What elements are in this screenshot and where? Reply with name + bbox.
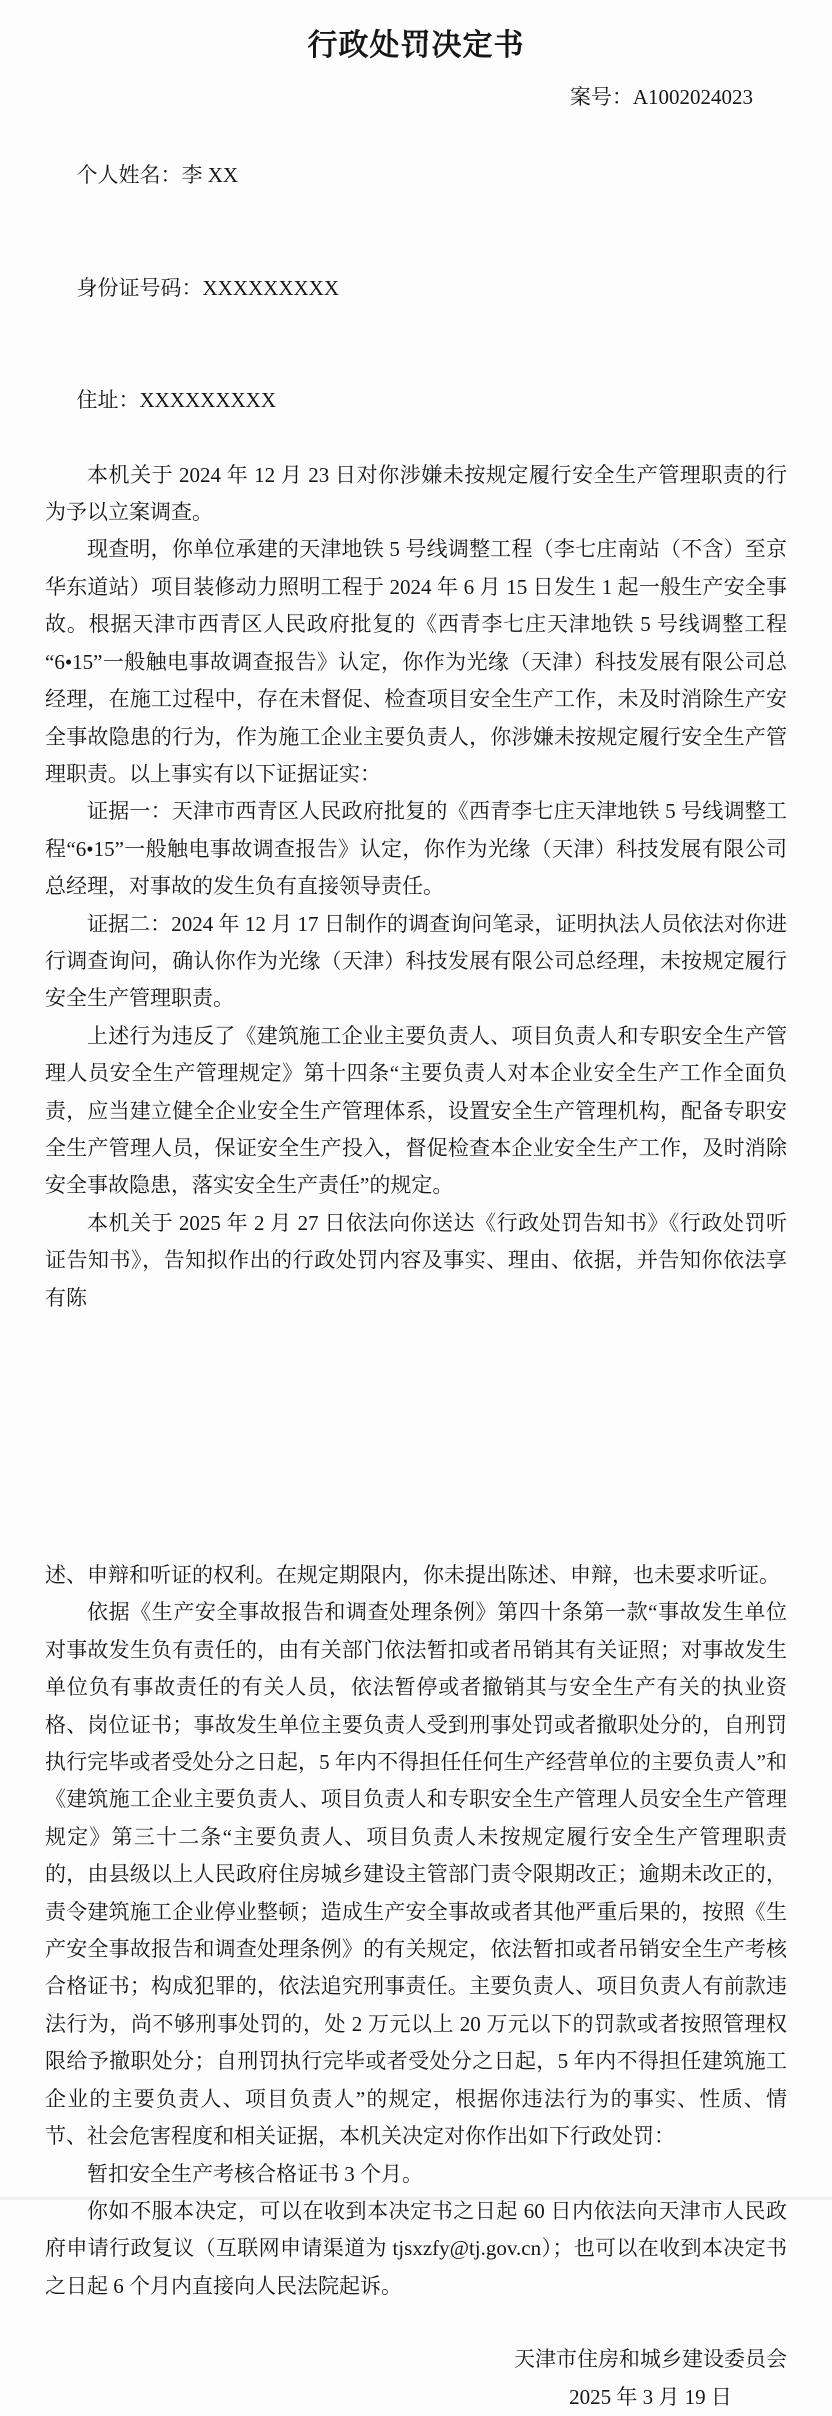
issuing-agency: 天津市住房和城乡建设委员会 <box>514 2347 787 2372</box>
recipient-address-value: XXXXXXXXX <box>139 387 276 412</box>
case-number-line <box>45 82 787 112</box>
paragraph-legal-basis: 依据《生产安全事故报告和调查处理条例》第四十条第一款“事故发生单位对事故发生负有责任的，由有关部门依法暂扣或者吊销其有关证照；对事故发生单位负有事故责任的有关人员，依法暂停或者撤销其与安全生产有关的执业资格、岗位证书；事故发生单位主要负责人受到刑事处罚或者撤职处分的，自刑罚执行完毕或者受处分之日起，5 年内不得担任任何生产经营单位的主要负责人”和《建筑施工企业主要负责人、项目负责人和专职安全生产管理人员安全生产管理规定》第三十二条“主要负责人、项目负责人未按规定履行安全生产管理职责的，由县级以上人民政府住房城乡建设主管部门责令限期改正；逾期未改正的，责令建筑施工企业停业整顿；造成生产安全事故或者其他严重后果的，按照《生产安全事故报告和调查处理条例》的有关规定，依法暂扣或者吊销安全生产考核合格证书；构成犯罪的，依法追究刑事责任。主要负责人、项目负责人有前款违法行为，尚不够刑事处罚的，处 2 万元以上 20 万元以下的罚款或者按照管理权限给予撤职处分；自刑罚执行完毕或者受处分之日起，5 年内不得担任建筑施工企业的主要负责人、项目负责人”的规定，根据你违法行为的事实、性质、情节、社会危害程度和相关证据，本机关决定对你作出如下行政处罚： <box>45 1600 787 2149</box>
recipient-address-label: 住址： <box>76 387 140 412</box>
recipient-id-label: 身份证号码： <box>76 275 203 300</box>
paragraph-filing: 本机关于 2024 年 12 月 23 日对你涉嫌未按规定履行安全生产管理职责的行为予以立案调查。 <box>45 462 787 525</box>
recipient-info <box>45 120 787 457</box>
recipient-id-value: XXXXXXXXX <box>202 275 339 300</box>
recipient-name-line <box>45 120 787 232</box>
document-title: 行政处罚决定书 <box>307 29 525 62</box>
case-number-label: 案号： <box>569 85 633 109</box>
paragraph-evidence-2: 证据二：2024 年 12 月 17 日制作的调查询问笔录，证明执法人员依法对你进行调查询问，确认你作为光缘（天津）科技发展有限公司总经理，未按规定履行安全生产管理职责。 <box>45 911 787 1011</box>
signature-block <box>45 2341 787 2416</box>
paragraph-violation: 上述行为违反了《建筑施工企业主要负责人、项目负责人和专职安全生产管理人员安全生产管理规定》第十四条“主要负责人对本企业安全生产工作全面负责，应当建立健全企业安全生产管理体系，设置安全生产管理机构，配备专职安全生产管理人员，保证安全生产投入，督促检查本企业安全生产工作，及时消除安全事故隐患，落实安全生产责任”的规定。 <box>45 1023 787 1198</box>
paragraph-appeal-rights: 你如不服本决定，可以在收到本决定书之日起 60 日内依法向天津市人民政府申请行政复议（互联网申请渠道为 tjsxzfy@tj.gov.cn）；也可以在收到本决定书之日起 6 个月内直接向人民法院起诉。 <box>45 2198 787 2298</box>
page-break-gap <box>45 1317 787 1557</box>
recipient-name-value: 李 XX <box>181 163 239 188</box>
document-body <box>45 457 787 2305</box>
issue-date: 2025 年 3 月 19 日 <box>569 2384 732 2409</box>
recipient-name-label: 个人姓名： <box>76 163 182 188</box>
paragraph-penalty-decision: 暂扣安全生产考核合格证书 3 个月。 <box>87 2161 423 2186</box>
paragraph-notification-part1: 本机关于 2025 年 2 月 27 日依法向你送达《行政处罚告知书》《行政处罚听证告知书》，告知拟作出的行政处罚内容及事实、理由、依据，并告知你依法享有陈 <box>45 1210 787 1310</box>
signature-inner <box>514 2341 787 2416</box>
paragraph-evidence-1: 证据一：天津市西青区人民政府批复的《西青李七庄天津地铁 5 号线调整工程“6•15”一般触电事故调查报告》认定，你作为光缘（天津）科技发展有限公司总经理，对事故的发生负有直接领导责任。 <box>45 799 787 899</box>
recipient-address-line <box>45 344 787 456</box>
paragraph-findings: 现查明，你单位承建的天津地铁 5 号线调整工程（李七庄南站（不含）至京华东道站）项目装修动力照明工程于 2024 年 6 月 15 日发生 1 起一般生产安全事故。根据天津市西青区人民政府批复的《西青李七庄天津地铁 5 号线调整工程“6•15”一般触电事故调查报告》认定，你作为光缘（天津）科技发展有限公司总经理，在施工过程中，存在未督促、检查项目安全生产工作，未及时消除生产安全事故隐患的行为，作为施工企业主要负责人，你涉嫌未按规定履行安全生产管理职责。以上事实有以下证据证实： <box>45 537 787 786</box>
recipient-id-line <box>45 232 787 344</box>
case-number-value: A1002024023 <box>632 85 753 109</box>
paragraph-notification-part2: 述、申辩和听证的权利。在规定期限内，你未提出陈述、申辩，也未要求听证。 <box>45 1563 780 1587</box>
